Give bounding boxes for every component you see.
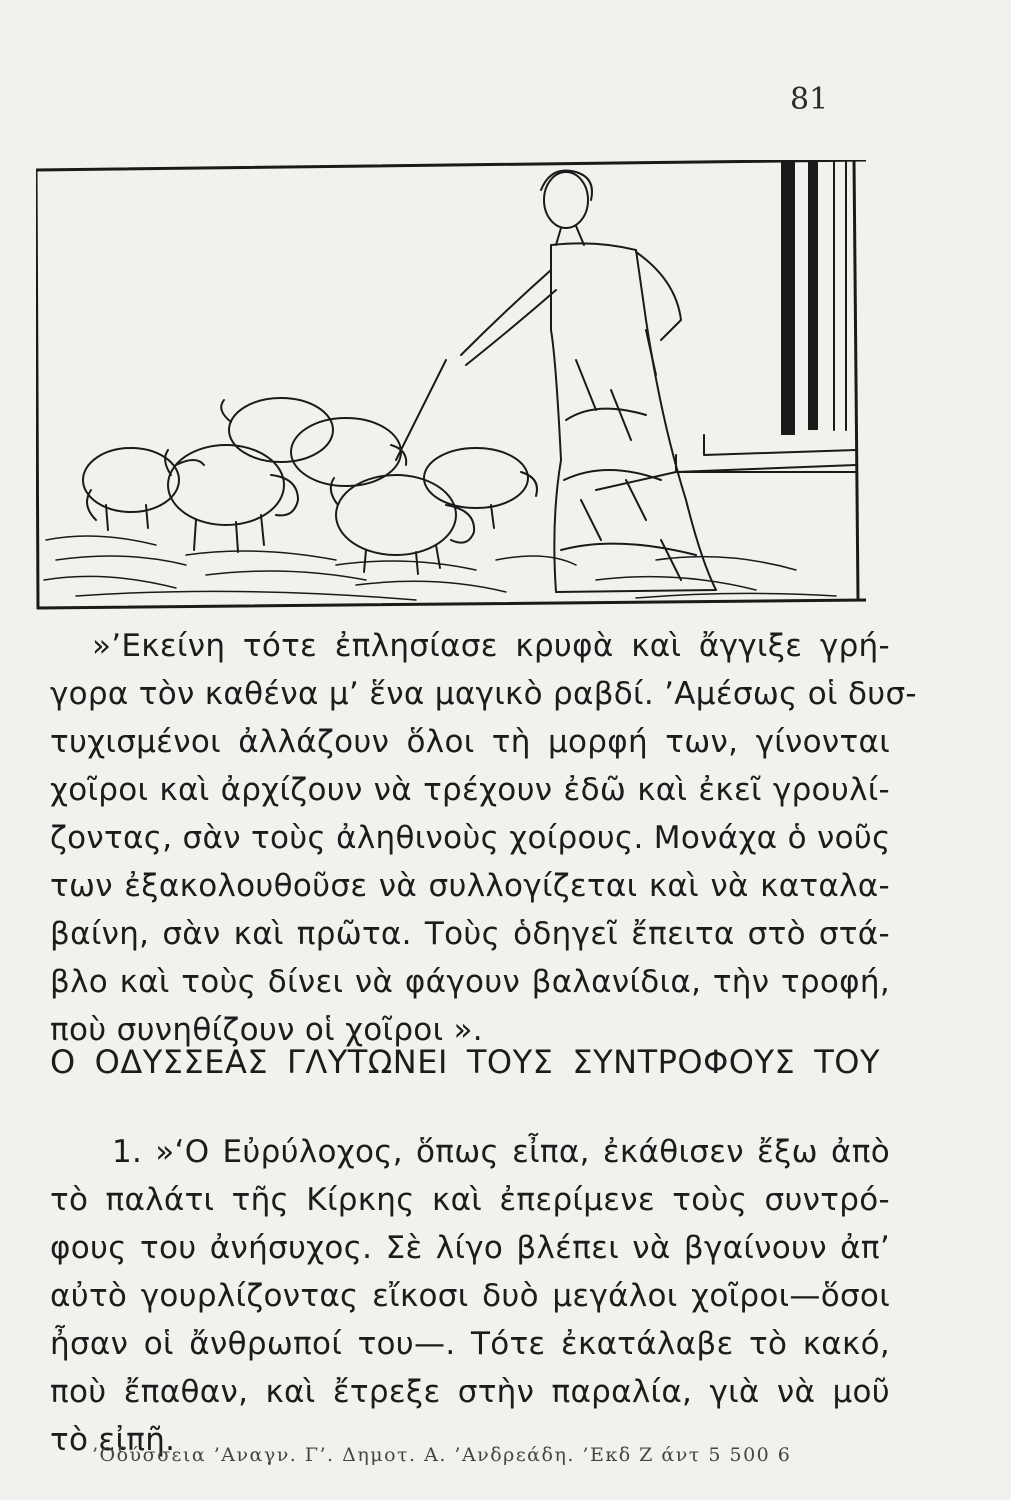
paragraph-line: των ἐξακολουθοῦσε νὰ συλλογίζεται καὶ νὰ καταλα- (50, 868, 890, 904)
paragraph-line: βαίνη, σὰν καὶ πρῶτα. Τοὺς ὁδηγεῖ ἔπειτα στὸ στά- (50, 916, 890, 952)
frame-bottom (38, 600, 866, 608)
paragraph-line: 1. »‘Ο Εὐρύλοχος, ὅπως εἶπα, ἐκάθισεν ἔξω ἀπὸ (112, 1134, 890, 1170)
paragraph-line: χοῖροι καὶ ἀρχίζουν νὰ τρέχουν ἐδῶ καὶ ἐκεῖ γρουλί- (50, 772, 890, 808)
paragraph-circe-transformation (50, 622, 917, 1054)
paragraph-line: ἦσαν οἱ ἄνθρωποί του—. Τότε ἐκατάλαβε τὸ κακό, (50, 1326, 890, 1362)
page-number: 81 (790, 82, 829, 117)
paragraph-line: ζοντας, σὰν τοὺς ἀληθινοὺς χοίρους. Μονάχα ὁ νοῦς (50, 820, 891, 856)
paragraph-line: ποὺ συνηθίζουν οἱ χοῖροι ». (50, 1012, 483, 1048)
pig-icon-5 (331, 475, 474, 574)
paragraph-line: φους του ἀνήσυχος. Σὲ λίγο βλέπει νὰ βγαίνουν ἀπ’ (50, 1230, 890, 1266)
pig-icon-1 (83, 448, 204, 530)
paragraph-line: τὸ παλάτι τῆς Κίρκης καὶ ἐπερίμενε τοὺς συντρό- (50, 1182, 890, 1218)
printer-footer: ’Οδύσσεια ’Αναγν. Γ’. Δημοτ. Α. ’Ανδρεάδη. ’Εκδ Ζ άντ 5 500 6 (92, 1444, 792, 1466)
paragraph-line: αὐτὸ γουρλίζοντας εἴκοσι δυὸ μεγάλοι χοῖροι—ὅσοι (50, 1278, 890, 1314)
illustration-drawing (36, 160, 866, 610)
paragraph-line: »’Εκείνη τότε ἐπλησίασε κρυφὰ καὶ ἄγγιξε γρή- (92, 628, 890, 664)
steps-icon (596, 435, 856, 490)
paragraph-line: βλο καὶ τοὺς δίνει νὰ φάγουν βαλανίδια, τὴν τροφή, (50, 964, 890, 1000)
paragraph-line: τὸ εἰπῆ. (50, 1422, 176, 1458)
circe-figure-icon (461, 170, 716, 592)
paragraph-eurylochus (50, 1128, 890, 1464)
paragraph-line: τυχισμένοι ἀλλάζουν ὅλοι τὴ μορφή των, γίνονται (50, 724, 890, 760)
wand-icon (396, 360, 446, 460)
section-heading: Ο ΟΔΥΣΣΕΑΣ ΓΛΥΤΩΝΕΙ ΤΟΥΣ ΣΥΝΤΡΟΦΟΥΣ ΤΟΥ (50, 1043, 880, 1081)
paragraph-line: γορα τὸν καθένα μ’ ἕνα μαγικὸ ραβδί. ’Αμέσως οἱ δυσ- (50, 676, 917, 712)
paragraph-line: ποὺ ἔπαθαν, καὶ ἔτρεξε στὴν παραλία, γιὰ νὰ μοῦ (50, 1374, 890, 1410)
frame-right (854, 160, 858, 600)
illustration-circe-and-swine (36, 160, 866, 610)
frame-top (36, 160, 866, 170)
frame-left (36, 170, 38, 608)
pig-icon-3 (221, 398, 333, 462)
columns-icon (771, 160, 866, 435)
